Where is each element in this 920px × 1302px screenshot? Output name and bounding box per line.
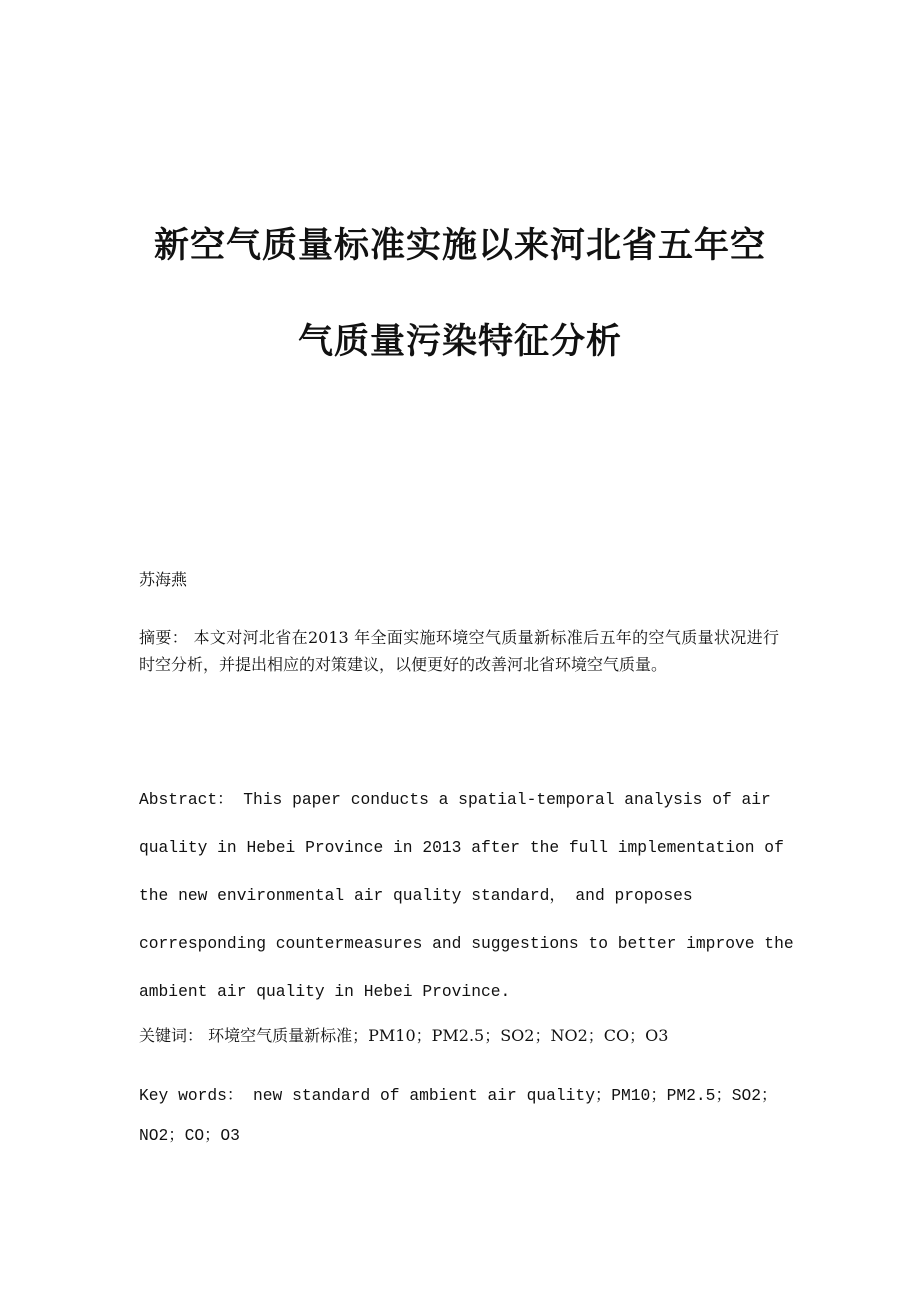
english-abstract-line-1	[139, 776, 779, 824]
chinese-abstract-text: 本文对河北省在2013 年全面实施环境空气质量新标准后五年的空气质量状况进行时空分析，并提出相应的对策建议，以便更好的改善河北省环境空气质量。	[139, 628, 779, 674]
english-keywords-line-2: NO2；CO；O3	[139, 1126, 240, 1145]
paper-title-line-1: 新空气质量标准实施以来河北省五年空	[153, 226, 766, 266]
english-keywords-label: Key words：	[139, 1086, 244, 1105]
english-keywords-text-1: new standard of ambient air quality；PM10；PM2.5；SO2；	[253, 1086, 778, 1105]
chinese-keywords-text: 环境空气质量新标准；PM10；PM2.5；SO2；NO2；CO；O3	[208, 1026, 669, 1045]
english-abstract-label: Abstract：	[139, 790, 234, 809]
english-keywords	[139, 1076, 779, 1156]
chinese-keywords-label: 关键词：	[139, 1026, 204, 1045]
chinese-keywords	[139, 1025, 779, 1047]
chinese-abstract	[139, 624, 779, 678]
english-keywords-line-1	[139, 1076, 779, 1116]
english-abstract	[139, 776, 794, 1016]
english-abstract-text-1: This paper conducts a spatial-temporal analysis of air	[243, 790, 771, 809]
author-name: 苏海燕	[139, 570, 188, 589]
chinese-abstract-label: 摘要：	[139, 628, 189, 647]
english-abstract-line-4: corresponding countermeasures and suggestions to better improve the	[139, 934, 794, 953]
paper-title-line-2: 气质量污染特征分析	[297, 322, 622, 362]
english-abstract-line-3: the new environmental air quality standard， and proposes	[139, 886, 693, 905]
english-abstract-line-2: quality in Hebei Province in 2013 after the full implementation of	[139, 838, 784, 857]
english-abstract-line-5: ambient air quality in Hebei Province.	[139, 982, 511, 1001]
